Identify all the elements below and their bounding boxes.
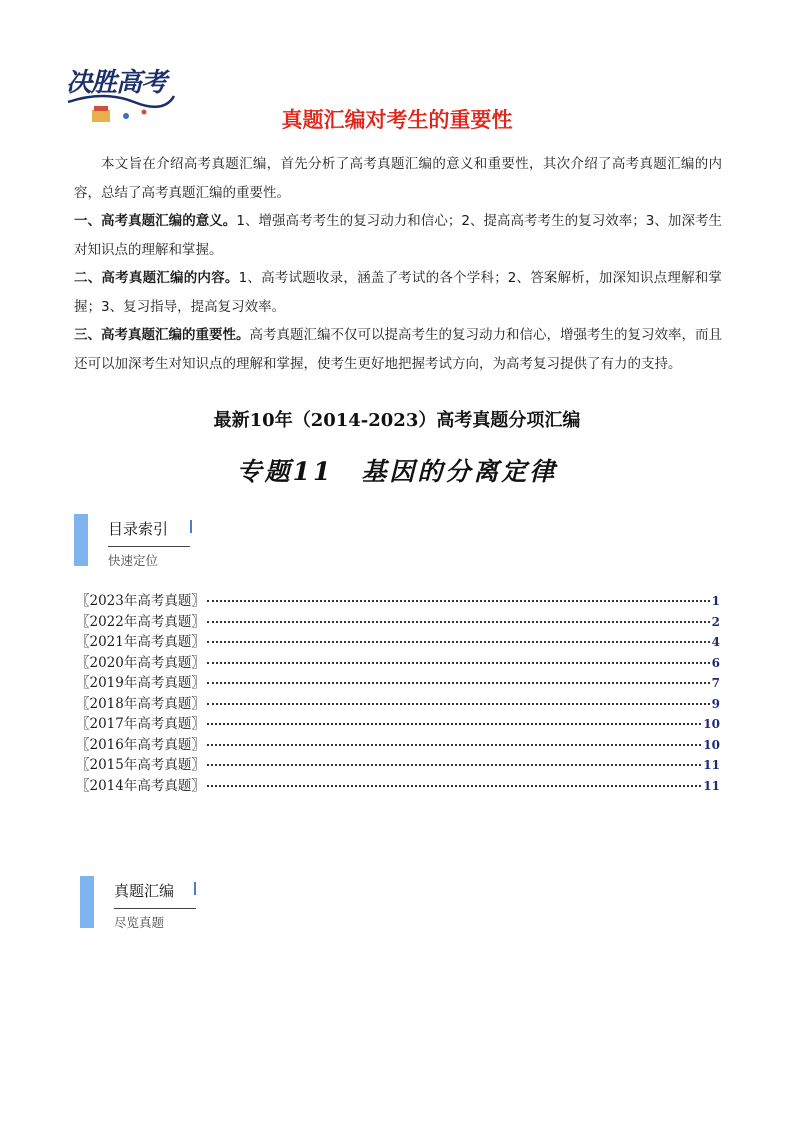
page-title: 真题汇编对考生的重要性 <box>281 108 513 132</box>
section-3-paragraph <box>74 321 722 378</box>
toc-entry-label: 〖2023年高考真题〗 <box>76 593 205 609</box>
toc-dot-leader <box>207 662 710 664</box>
toc-entry-page: 1 <box>711 594 720 608</box>
toc-entry-2022[interactable] <box>76 610 720 631</box>
toc-entry-label: 〖2022年高考真题〗 <box>76 613 205 630</box>
toc-entry-label: 〖2016年高考真题〗 <box>76 736 205 753</box>
section-1-head: 一、高考真题汇编的意义。 <box>74 213 237 229</box>
section-3-body: 高考真题汇编不仅可以提高考生的复习动力和信心，增强考生的复习效率，而且还可以加深考生对知识点的理解和掌握，使考生更好地把握考试方向，为高考复习提供了有力的支持。 <box>74 327 722 372</box>
toc-entry-page: 2 <box>711 614 720 629</box>
toc-header-bar <box>74 514 88 566</box>
intro-paragraph: 本文旨在介绍高考真题汇编，首先分析了高考真题汇编的意义和重要性，其次介绍了高考真题汇编的内容，总结了高考真题汇编的重要性。 <box>74 156 722 201</box>
section-1-paragraph <box>74 207 722 264</box>
toc-entry-2019[interactable] <box>76 671 720 692</box>
toc-entry-page: 4 <box>711 635 720 649</box>
toc-entry-2014[interactable] <box>76 774 720 795</box>
toc-dot-leader <box>207 641 710 643</box>
toc-dot-leader <box>207 703 710 705</box>
toc-dot-leader <box>207 600 710 602</box>
compile-header-bar <box>80 876 94 928</box>
toc-entry-page: 6 <box>711 655 720 670</box>
toc-dot-leader <box>207 621 710 623</box>
section-2-paragraph <box>74 264 722 321</box>
toc-entry-label: 〖2015年高考真题〗 <box>76 757 205 773</box>
section-1-body: 1、增强高考考生的复习动力和信心；2、提高高考考生的复习效率；3、加深考生对知识点的理解和掌握。 <box>74 213 722 258</box>
compile-header-tick <box>194 882 196 895</box>
toc-header-subtitle: 快速定位 <box>108 553 159 568</box>
toc-entry-2018[interactable] <box>76 692 720 713</box>
toc-header-title: 目录索引 <box>108 520 169 538</box>
compile-header-subtitle: 尽览真题 <box>114 915 165 930</box>
toc-entry-2016[interactable] <box>76 733 720 754</box>
toc-entry-label: 〖2020年高考真题〗 <box>76 654 205 671</box>
toc-entry-2021[interactable] <box>76 630 720 651</box>
toc-entry-2020[interactable] <box>76 651 720 672</box>
toc-entry-2017[interactable] <box>76 712 720 733</box>
toc-dot-leader <box>207 764 701 766</box>
topic-title: 专题11 基因的分离定律 <box>236 457 558 486</box>
section-2-body: 1、高考试题收录，涵盖了考试的各个学科；2、答案解析，加深知识点理解和掌握；3、复习指导，提高复习效率。 <box>74 270 722 315</box>
toc-dot-leader <box>207 744 701 746</box>
toc-entry-label: 〖2021年高考真题〗 <box>76 634 205 650</box>
toc-entry-label: 〖2014年高考真题〗 <box>76 777 205 794</box>
toc-entry-label: 〖2017年高考真题〗 <box>76 716 205 732</box>
toc-header-tick <box>190 520 192 533</box>
toc-entry-2023[interactable] <box>76 589 720 610</box>
collection-subtitle: 最新10年（2014-2023）高考真题分项汇编 <box>213 410 581 431</box>
toc-header-underline <box>108 546 190 547</box>
toc-entry-label: 〖2018年高考真题〗 <box>76 695 205 712</box>
section-3-head: 三、高考真题汇编的重要性。 <box>74 327 250 343</box>
toc-entry-page: 10 <box>703 737 720 752</box>
toc-dot-leader <box>207 723 701 725</box>
toc-entry-2015[interactable] <box>76 753 720 774</box>
toc-entry-page: 11 <box>703 758 720 772</box>
toc-entry-page: 10 <box>703 717 720 731</box>
table-of-contents <box>76 589 720 794</box>
compile-header-title: 真题汇编 <box>114 882 175 900</box>
toc-entry-page: 11 <box>703 778 720 793</box>
toc-entry-page: 7 <box>711 676 720 690</box>
toc-entry-label: 〖2019年高考真题〗 <box>76 675 205 691</box>
logo-text: 决胜高考 <box>66 68 167 98</box>
toc-entry-page: 9 <box>711 696 720 711</box>
compile-header-underline <box>114 908 196 909</box>
toc-dot-leader <box>207 785 701 787</box>
section-2-head: 二、高考真题汇编的内容。 <box>74 270 239 286</box>
toc-dot-leader <box>207 682 710 684</box>
